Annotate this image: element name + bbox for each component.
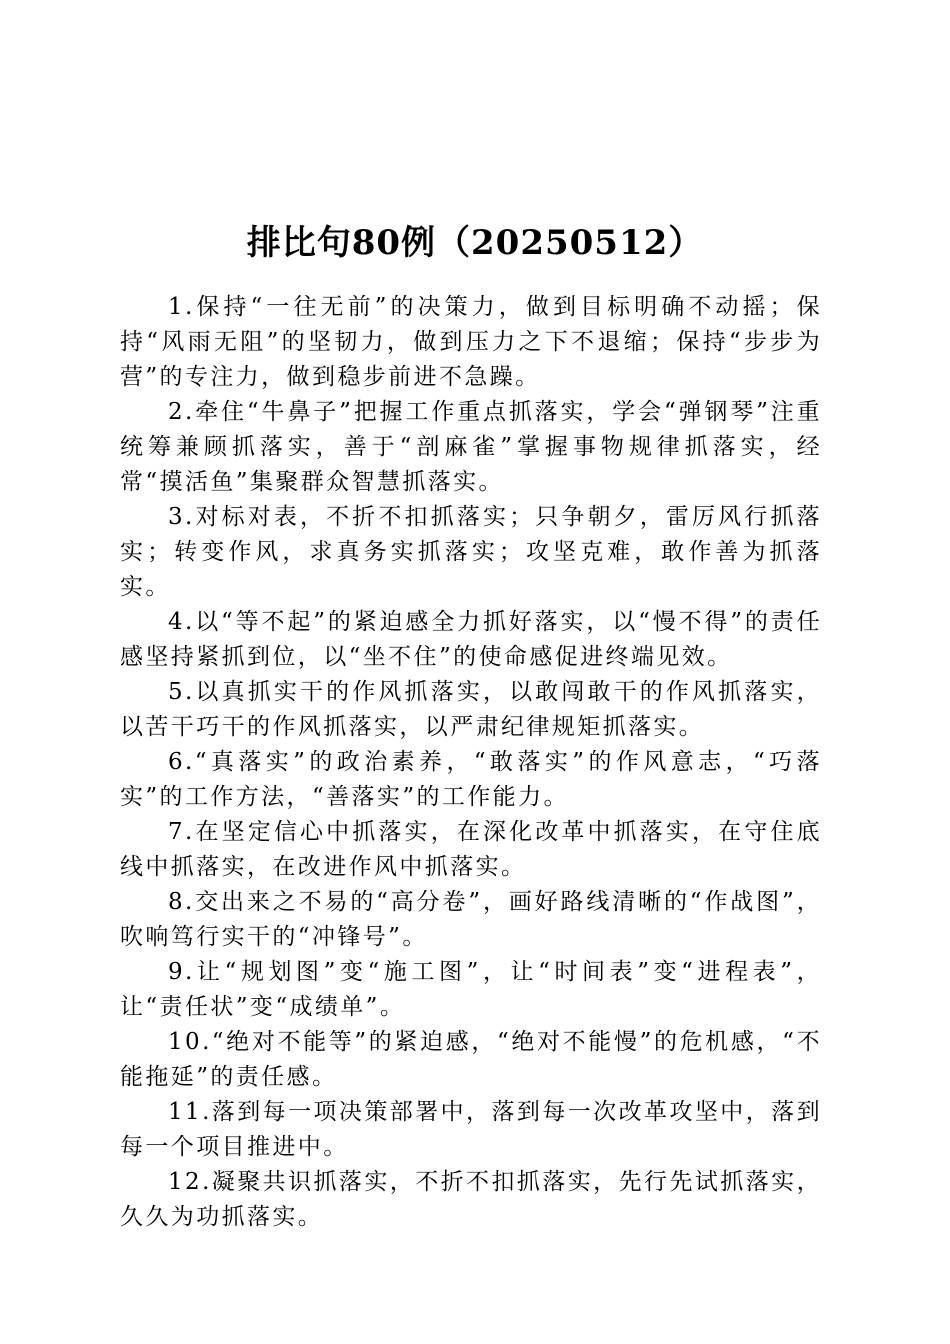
paragraph-6: 6.“真落实”的政治素养，“敢落实”的作风意志，“巧落实”的工作方法，“善落实”的工作能力。 <box>120 749 822 810</box>
document-body <box>120 290 822 1235</box>
document-title: 排比句80例（20250512） <box>246 222 704 263</box>
paragraph-1: 1.保持“一往无前”的决策力，做到目标明确不动摇；保持“风雨无阻”的坚韧力，做到压力之下不退缩；保持“步步为营”的专注力，做到稳步前进不急躁。 <box>120 294 822 390</box>
paragraph-11: 11.落到每一项决策部署中，落到每一次改革攻坚中，落到每一个项目推进中。 <box>120 1099 822 1160</box>
paragraph-3: 3.对标对表，不折不扣抓落实；只争朝夕，雷厉风行抓落实；转变作风，求真务实抓落实；攻坚克难，敢作善为抓落实。 <box>120 504 822 600</box>
paragraph-4: 4.以“等不起”的紧迫感全力抓好落实，以“慢不得”的责任感坚持紧抓到位，以“坐不住”的使命感促进终端见效。 <box>120 609 822 670</box>
paragraph-10: 10.“绝对不能等”的紧迫感，“绝对不能慢”的危机感，“不能拖延”的责任感。 <box>120 1029 822 1090</box>
paragraph-8: 8.交出来之不易的“高分卷”，画好路线清晰的“作战图”，吹响笃行实干的“冲锋号”。 <box>120 889 822 950</box>
paragraph-9: 9.让“规划图”变“施工图”，让“时间表”变“进程表”，让“责任状”变“成绩单”。 <box>120 959 822 1020</box>
paragraph-2: 2.牵住“牛鼻子”把握工作重点抓落实，学会“弹钢琴”注重统筹兼顾抓落实，善于“剖麻雀”掌握事物规律抓落实，经常“摸活鱼”集聚群众智慧抓落实。 <box>120 399 822 495</box>
paragraph-12: 12.凝聚共识抓落实，不折不扣抓落实，先行先试抓落实，久久为功抓落实。 <box>120 1169 822 1230</box>
paragraph-5: 5.以真抓实干的作风抓落实，以敢闯敢干的作风抓落实，以苦干巧干的作风抓落实，以严肃纪律规矩抓落实。 <box>120 679 822 740</box>
paragraph-7: 7.在坚定信心中抓落实，在深化改革中抓落实，在守住底线中抓落实，在改进作风中抓落实。 <box>120 819 822 880</box>
